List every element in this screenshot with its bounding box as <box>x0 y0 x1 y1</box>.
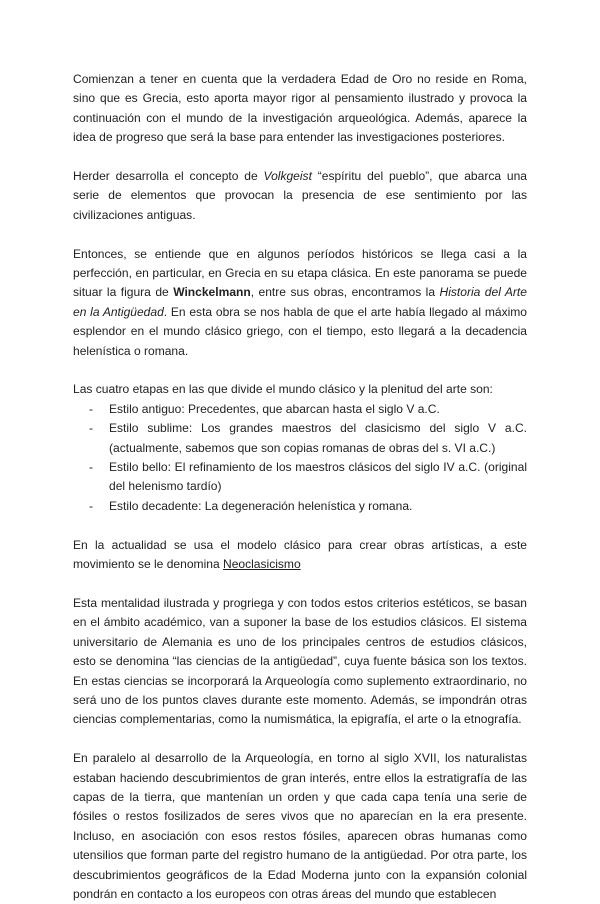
paragraph-neoclasicismo-text: En la actualidad se usa el modelo clásico para crear obras artísticas, a este movimiento se le denomina <box>73 537 527 572</box>
stages-list <box>73 400 527 516</box>
paragraph-edad-de-oro: Comienzan a tener en cuenta que la verdadera Edad de Oro no reside en Roma, sino que es Grecia, esto aporta mayor rigor al pensamiento ilustrado y provoca la continuación con el mundo de la investigación arqueológica. Además, aparece la idea de progreso que será la base para entender las investigaciones posteriores. <box>73 72 527 145</box>
document-page <box>73 70 527 904</box>
paragraph-list-intro: Las cuatro etapas en las que divide el mundo clásico y la plenitud del arte son: <box>73 382 493 397</box>
paragraph-winckelmann-text-c: . En esta obra se nos habla de que el arte había llegado al máximo esplendor en el mundo clásico griego, con el tiempo, esto llegará a la decadencia helenística o romana. <box>73 304 527 358</box>
list-item-text: Estilo decadente: La degeneración helenística y romana. <box>109 498 413 513</box>
paragraph-neoclasicismo <box>73 536 527 575</box>
list-item <box>73 400 527 419</box>
neoclasicismo-link[interactable]: Neoclasicismo <box>223 557 301 572</box>
list-item <box>73 458 527 497</box>
list-dash: - <box>89 460 94 475</box>
paragraph-naturalistas: En paralelo al desarrollo de la Arqueología, en torno al siglo XVII, los naturalistas estaban haciendo descubrimientos de gran interés, entre ellos la estratigrafía de las capas de la tierra, que mantenían un orden y que cada capa tenía una serie de fósiles o restos fosilizados de seres vivos que no aparecían en la era presente. Incluso, en asociación con esos restos fósiles, aparecen obras humanas como utensilios que forman parte del registro humano de la antigüedad. Por otra parte, los descubrimientos geográficos de la Edad Moderna junto con la expansión colonial pondrán en contacto a los europeos con otras áreas del mundo que establecen <box>73 751 527 901</box>
list-item <box>73 419 527 458</box>
list-item-text: Estilo bello: El refinamiento de los maestros clásicos del siglo IV a.C. (original del helenismo tardío) <box>109 460 527 494</box>
list-item <box>73 497 527 516</box>
paragraph-herder-text-a: Herder desarrolla el concepto de <box>73 169 264 184</box>
list-dash: - <box>89 498 94 513</box>
paragraph-herder-text-b: “espíritu del pueblo”, que abarca una serie de elementos que provocan la presencia de ese sentimiento por las civilizaciones antiguas. <box>73 169 527 222</box>
list-item-text: Estilo sublime: Los grandes maestros del clasicismo del siglo V a.C. (actualmente, sabemos que son copias romanas de obras del s. VI a.C.) <box>109 421 527 455</box>
paragraph-herder <box>73 167 527 225</box>
work-title-historia-del-arte: Historia del Arte en la Antigüedad <box>73 285 527 319</box>
list-dash: - <box>89 421 94 436</box>
list-dash: - <box>89 401 94 416</box>
paragraph-winckelmann-text-a: Entonces, se entiende que en algunos períodos históricos se llega casi a la perfección, en particular, en Grecia en su etapa clásica. En este panorama se puede situar la figura de <box>73 246 527 300</box>
paragraph-estudios-clasicos: Esta mentalidad ilustrada y progriega y con todos estos criterios estéticos, se basan en el ámbito académico, van a suponer la base de los estudios clásicos. El sistema universitario de Alemania es uno de los principales centros de estudios clásicos, esto se denomina “las ciencias de la antigüedad”, cuya fuente básica son los textos. En estas ciencias se incorporará la Arqueología como suplemento extraordinario, no será uno de los puntos claves durante este momento. Además, se impondrán otras ciencias complementarias, como la numismática, la epigrafía, el arte o la etnografía. <box>73 595 527 727</box>
term-volkgeist: Volkgeist <box>263 169 312 184</box>
paragraph-winckelmann-text-b: , entre sus obras, encontramos la <box>250 285 440 300</box>
list-item-text: Estilo antiguo: Precedentes, que abarcan hasta el siglo V a.C. <box>109 401 440 416</box>
paragraph-winckelmann <box>73 245 527 361</box>
name-winckelmann: Winckelmann <box>173 285 251 300</box>
